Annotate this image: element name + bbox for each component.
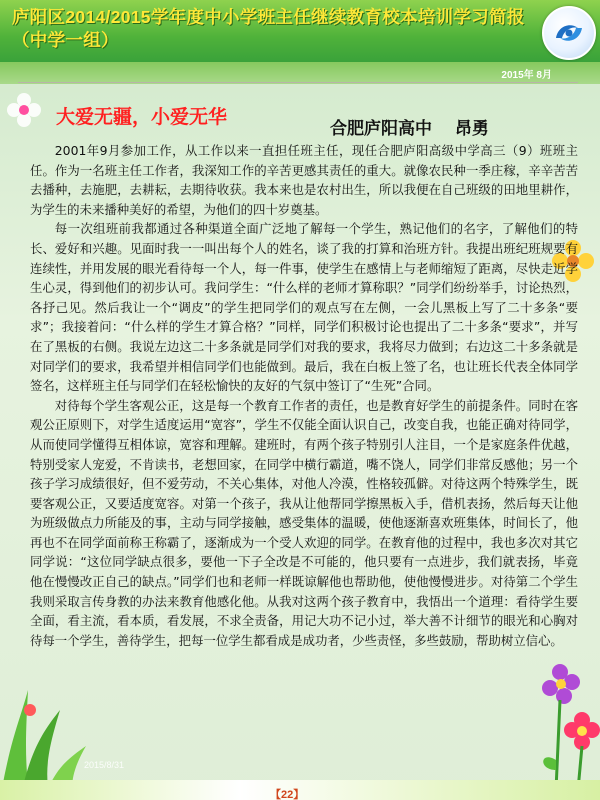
issue-date: 2015年 8月 (501, 70, 552, 81)
paragraph: 每一次组班前我都通过各种渠道全面广泛地了解每一个学生，熟记他们的名字，了解他们的特长、爱好和兴趣。见面时我一一叫出每个人的姓名，谈了我的打算和治班方针。我提出班纪班规要有连续性，并用发展的眼光看待每一个人，每一件事，使学生在感情上与老师缩短了距离，尽快走近学生心灵，得到他们的初步认可。我问学生：“什么样的老师才算称职？”同学们纷纷举手，讨论热烈，各抒己见。然后我让一个“调皮”的学生把同学们的观点写在左侧，一会儿黑板上写了二十多条“要求”；我接着问：“什么样的学生才算合格？”同样，同学们积极讨论也提出了二十多条“要求”，并写在了黑板的右侧。我说左边这二十多条就是同学们对我的要求，我将尽力做到；右边这二十多条就是对同学们的要求，我希望并相信同学们也能做到。最后，我在白板上签了名，也让班长代表全体同学签名，这样班主任与同学们在轻松愉快的友好的气氛中签订了“生死”合同。 (30, 221, 578, 394)
page-number: 【22】 (270, 789, 305, 800)
header-banner (0, 0, 600, 62)
newsletter-title: 庐阳区2014/2015学年度中小学班主任继续教育校本培训学习简报（中学一组） (12, 7, 525, 50)
paragraph: 对待每个学生客观公正，这是每一个教育工作者的责任，也是教育好学生的前提条件。同时在客观公正原则下，对学生适度运用“宽容”，学生不仅能全面认识自己，改变自我，也能正确对待同学，从而使同学懂得互相体谅，宽容和理解。建班时，有两个孩子特别引人注目，一个是家庭条件优越，特别受家人宠爱，不肯读书，老想回家，在同学中横行霸道，嘴不饶人，同学们非常反感他；另一个孩子学习成绩很好，但不爱劳动，不关心集体，对他人冷漠，性格较孤僻。对待这两个特殊学生，既要客观公正，又要适度宽容。对第一个孩子，我从让他帮同学擦黑板入手，借机表扬，然后每天让他为班级做点力所能及的事，主动与同学接触，感受集体的温暖，使他逐渐喜欢班集体，时间长了，他再也不在同学面前称王称霸了，逐渐成为一个受人欢迎的同学。在教育他的过程中，我也多次对其它同学说：“这位同学缺点很多，要他一下子全改是不可能的，他只要有一点进步，我们就表扬，毕竟他在慢慢改正自己的缺点。”同学们也和老师一样既谅解他也帮助他，使他慢慢进步。对待第二个学生我则采取言传身教的办法来教育他感化他。从我对这两个孩子教育中，我悟出一个道理：看待学生要全面，看主流，看本质，看发展，不求全责备，用记大功不记小过，举大善不计细节的眼光和心胸对待每一个学生，善待学生，把每一位学生都看成是成功者，少些责怪，多些鼓励，帮助树立信心。 (30, 397, 578, 648)
article-body (30, 141, 578, 769)
flower-icon (4, 90, 44, 130)
header-divider (18, 82, 578, 83)
date-stamp: 2015/8/31 (84, 760, 125, 770)
article-title: 大爱无疆，小爱无华 (56, 106, 228, 128)
logo-icon (542, 6, 596, 60)
article-author: 合肥庐阳高中 昂勇 (330, 119, 489, 139)
paragraph: 2001年9月参加工作，从工作以来一直担任班主任，现任合肥庐阳高级中学高三（9）班班主任。作为一名班主任工作者，我深知工作的辛苦更感其责任的重大。就像农民种一季庄稼，辛辛苦苦去播种，去施肥，去耕耘，去期待收获。我本来也是农村出生，所以我便在自己班级的田地里耕作，为学生的未来播种美好的希望，为他们的四十岁奠基。 (30, 143, 578, 217)
